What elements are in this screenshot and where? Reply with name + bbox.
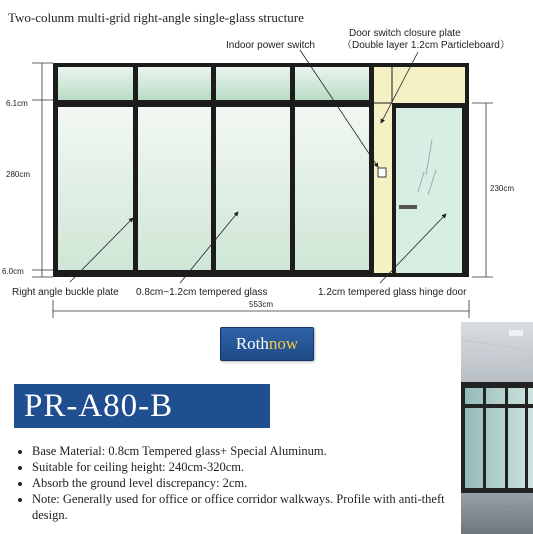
spec-item: • Suitable for ceiling height: 240cm-320cm. (32, 459, 472, 475)
office-photo (461, 322, 533, 534)
spec-list (14, 443, 472, 523)
spec-item: • Absorb the ground level discrepancy: 2cm. (32, 475, 472, 491)
transom-glass-1 (58, 67, 133, 100)
glass-panel-1 (58, 107, 133, 270)
brand-name-main: Roth (235, 334, 269, 353)
dim-middle-height: 280cm (6, 170, 31, 179)
brand-name-accent: now (268, 334, 299, 353)
transom-glass-2 (138, 67, 211, 100)
closure-plate-side (374, 103, 392, 273)
power-switch-icon (378, 168, 386, 177)
glass-panel-4 (295, 107, 369, 270)
label-indoor-power-switch: Indoor power switch (226, 40, 315, 51)
label-buckle-plate: Right angle buckle plate (12, 287, 119, 298)
dim-door-height: 230cm (490, 184, 515, 193)
diagram-title: Two-colunm multi-grid right-angle single-glass structure (8, 10, 304, 25)
transom-glass-4 (295, 67, 369, 100)
brand-logo (220, 327, 314, 361)
glass-panel-3 (216, 107, 290, 270)
label-hinge-door: 1.2cm tempered glass hinge door (318, 287, 467, 298)
door-handle (399, 205, 417, 209)
label-door-plate-line1: Door switch closure plate (349, 28, 461, 39)
spec-item: • Base Material: 0.8cm Tempered glass+ Special Aluminum. (32, 443, 472, 459)
spec-item: • Note: Generally used for office or office corridor walkways. Profile with anti-theft design. (32, 491, 472, 523)
closure-plate-top (374, 67, 465, 103)
transom-glass-3 (216, 67, 290, 100)
label-door-plate-line2: （Double layer 1.2cm Particleboard） (342, 40, 510, 51)
glass-panel-2 (138, 107, 211, 270)
dim-top-height: 6.1cm (6, 99, 28, 108)
model-banner: PR-A80-B (14, 384, 270, 428)
dim-total-width: 553cm (249, 300, 274, 309)
left-dimension-lines (32, 63, 53, 277)
label-tempered-glass: 0.8cm~1.2cm tempered glass (136, 287, 268, 298)
dim-bottom-height: 6.0cm (2, 267, 24, 276)
